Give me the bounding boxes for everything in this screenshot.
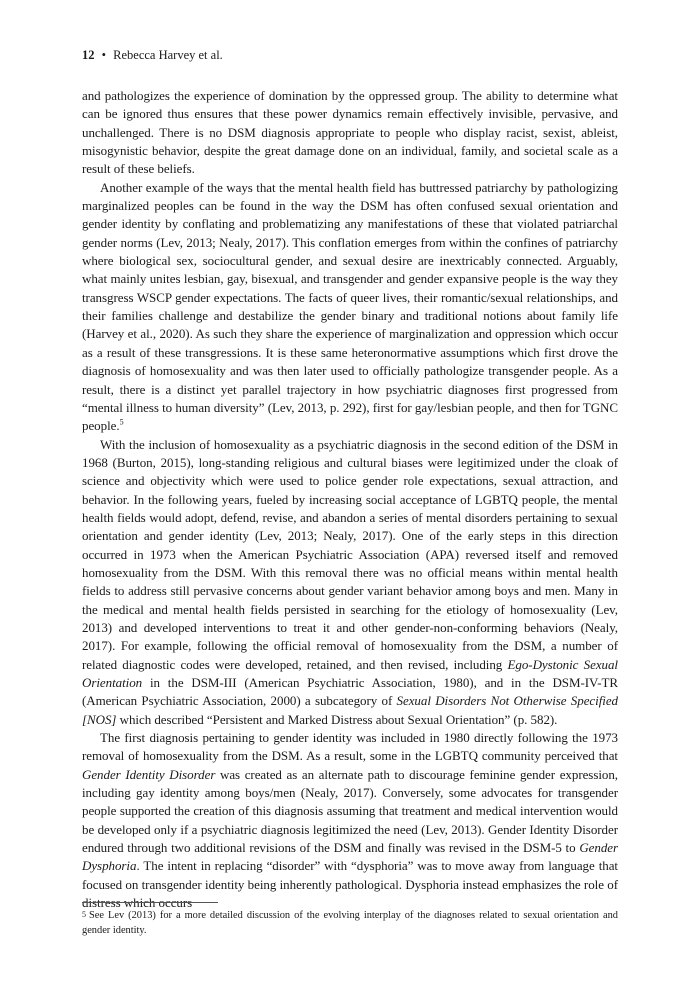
running-head-separator: • — [101, 48, 107, 62]
footnote-reference: 5 — [119, 417, 124, 427]
running-head — [82, 47, 223, 63]
footnote — [82, 908, 618, 938]
body-text — [82, 87, 618, 912]
paragraph-text: was created as an alternate path to discourage feminine gender expression, including gay identity among boys/men (Nealy, 2017). Conversely, some advocates for transgender people supported the creation of this diagnosis assuming that treatment and medical intervention would be developed only if a psychiatric diagnosis legitimized the need (Lev, 2013). Gender Identity Disorder endured through two additional revisions of the DSM and finally was revised in the DSM-5 to — [82, 766, 618, 856]
paragraph-text: Another example of the ways that the mental health field has buttressed patriarchy by pathologizing marginalized peoples can be found in the way the DSM has often confused sexual orientation and gender identity by conflating and problematizing any manifestations of these that violated patriarchal gender norms (Lev, 2013; Nealy, 2017). This conflation emerges from within the confines of patriarchy where biological sex, sociocultural gender, and sexual desire are inextricably connected. Arguably, what mainly unites lesbian, gay, bisexual, and transgender and gender expansive people is the way they transgress WSCP gender expectations. The facts of queer lives, their romantic/sexual relationships, and their families challenge and destabilize the gender binary and traditional notions about family life (Harvey et al., 2020). As such they share the experience of marginalization and oppression which occur as a result of these transgressions. It is these same heteronormative assumptions which first drove the diagnosis of homosexuality and was then later used to officially pathologize transgender people. As a result, there is a distinct yet parallel trajectory in how psychiatric diagnoses first progressed from “mental illness to human diversity” (Lev, 2013, p. 292), first for gay/lesbian people, and then for TGNC people. — [82, 179, 618, 434]
italic-term: Sexual Disorders Not Otherwise Specified [NOS] — [82, 693, 618, 727]
italic-term: Ego-Dystonic Sexual Orientation — [82, 656, 618, 690]
paragraph-text: in the DSM-III (American Psychiatric Association, 1980), and in the DSM-IV-TR (American Psychiatric Association, 2000) a subcategory of — [82, 675, 618, 709]
paragraph-text: With the inclusion of homosexuality as a psychiatric diagnosis in the second edition of the DSM in 1968 (Burton, 2015), long-standing religious and cultural biases were legitimized under the cloak of science and objectivity which were used to police gender role expectations, sexual attraction, and behavior. In the following years, fueled by increasing social acceptance of LGBTQ people, the mental health fields would adopt, defend, revise, and abandon a series of mental disorders pertaining to sexual orientation and gender identity (Lev, 2013; Nealy, 2017). One of the early steps in this direction occurred in 1973 when the American Psychiatric Association (APA) reversed itself and removed homosexuality from the DSM. With this removal there was no official means within mental health fields to address still pervasive concerns about gender variant behavior among boys and men. Many in the medical and mental health fields persisted in searching for the etiology of homosexuality (Lev, 2013) and developed interventions to treat it and other gender-non-conforming behaviors (Nealy, 2017). For example, following the official removal of homosexuality from the DSM, a number of related diagnostic codes were developed, retained, and then revised, including — [82, 436, 618, 672]
footnote-text: See Lev (2013) for a more detailed discussion of the evolving interplay of the diagnoses related to sexual orientation and gender identity. — [82, 910, 618, 936]
paragraph — [82, 729, 618, 912]
italic-term: Gender Identity Disorder — [82, 766, 216, 782]
page-number: 12 — [82, 48, 95, 62]
paragraph-text: which described “Persistent and Marked Distress about Sexual Orientation” (p. 582). — [116, 711, 558, 727]
paragraph — [82, 179, 618, 436]
paragraph-text: and pathologizes the experience of domination by the oppressed group. The ability to determine what can be ignored thus ensures that these power dynamics remain effectively invisible, pervasive, and unchallenged. There is no DSM diagnosis appropriate to people who display racist, sexist, ableist, misogynistic behavior, despite the great damage done on an individual, family, and societal scale as a result of these beliefs. — [82, 88, 618, 177]
paragraph — [82, 87, 618, 179]
footnote-divider — [82, 902, 218, 903]
italic-term: Gender Dysphoria — [82, 840, 618, 874]
paragraph-text: The first diagnosis pertaining to gender identity was included in 1980 directly following the 1973 removal of homosexuality from the DSM. As a result, some in the LGBTQ community perceived that — [82, 730, 618, 764]
paragraph — [82, 436, 618, 730]
running-head-authors: Rebecca Harvey et al. — [113, 48, 223, 62]
page — [82, 0, 618, 1000]
paragraph-text: . The intent in replacing “disorder” with “dysphoria” was to move away from language that focused on transgender identity being inherently pathological. Dysphoria instead emphasizes the role of distress which occurs — [82, 858, 618, 911]
footnote-mark: 5 — [82, 910, 86, 919]
